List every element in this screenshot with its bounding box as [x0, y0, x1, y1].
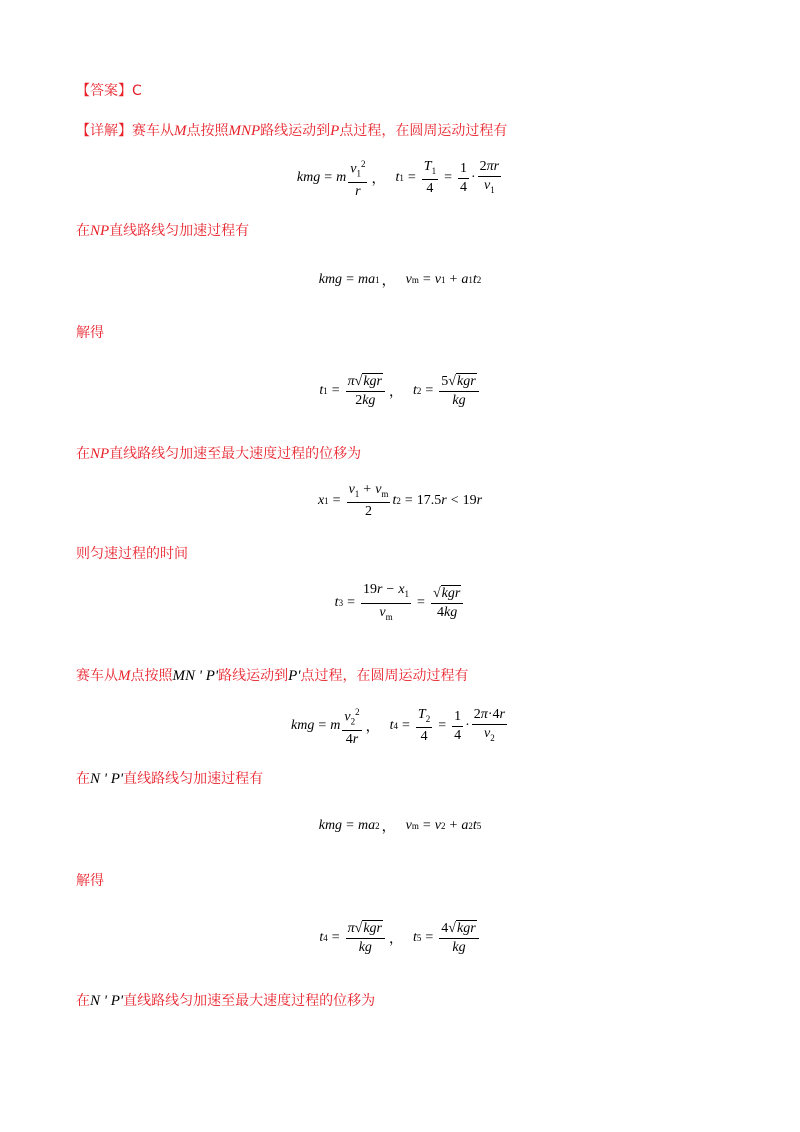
equation-4: x 1 = $\frac{v_1 + v_m}{2}$ t 2 = 17.5 r < 19 r: [317, 481, 483, 520]
text-line-7: 在N ' P'直线路线匀加速过程有: [76, 771, 264, 787]
text-line-4: 在NP直线路线匀加速至最大速度过程的位移为: [76, 446, 362, 462]
text-line-8: 解得: [76, 873, 104, 889]
equation-8: t 4 = $\frac{\text{π√kgr}}{kg}$ ， t 5 = $\frac{\text{4√kgr}}{kg}$: [0, 915, 800, 961]
equation-5: t 3 = $\frac{19r - x_1}{v_m}$ = $\frac{\text{√kgr}}{4kg}$: [0, 580, 800, 626]
text-line-6: 赛车从M点按照MN ' P'路线运动到P'点过程，在圆周运动过程有: [76, 668, 469, 684]
answer-line: [76, 80, 142, 100]
equation-3: t 1 = $\frac{\text{π√kgr}}{2kg}$ ， t 2 = $\frac{\text{5√kgr}}{kg}$: [0, 368, 800, 414]
equation-6: kmg = m $\frac{v_2^2}{4r}$ ， t 4 = $\frac{T_2}{4}$ = $\frac{1}{4}$ · $\frac{2\pi\cdot 4r}{v_2}$: [0, 703, 800, 749]
detail-label: 【详解】: [76, 123, 132, 139]
equation-2: kmg = ma 1 ， v m = v 1 + a 1 t 2: [318, 272, 482, 289]
text-line-5: 则匀速过程的时间: [76, 546, 188, 562]
detail-line-1: 【详解】赛车从M点按照MNP路线运动到P点过程，在圆周运动过程有: [76, 123, 508, 139]
equation-7: kmg = ma 2 ， v m = v 2 + a 2 t 5: [318, 818, 482, 835]
answer-value: C: [132, 83, 142, 99]
answer-label: 【答案】: [76, 83, 132, 99]
text-line-9: 在N ' P'直线路线匀加速至最大速度过程的位移为: [76, 993, 376, 1009]
text-line-2: 在NP直线路线匀加速过程有: [76, 223, 250, 239]
equation-1: kmg = m $\frac{v_1^2}{r}$ ， t 1 = $\frac{T_1}{4}$ = $\frac{1}{4}$ · $\frac{2\pi r}{v_1}$: [0, 155, 800, 201]
text-line-3: 解得: [76, 325, 104, 341]
